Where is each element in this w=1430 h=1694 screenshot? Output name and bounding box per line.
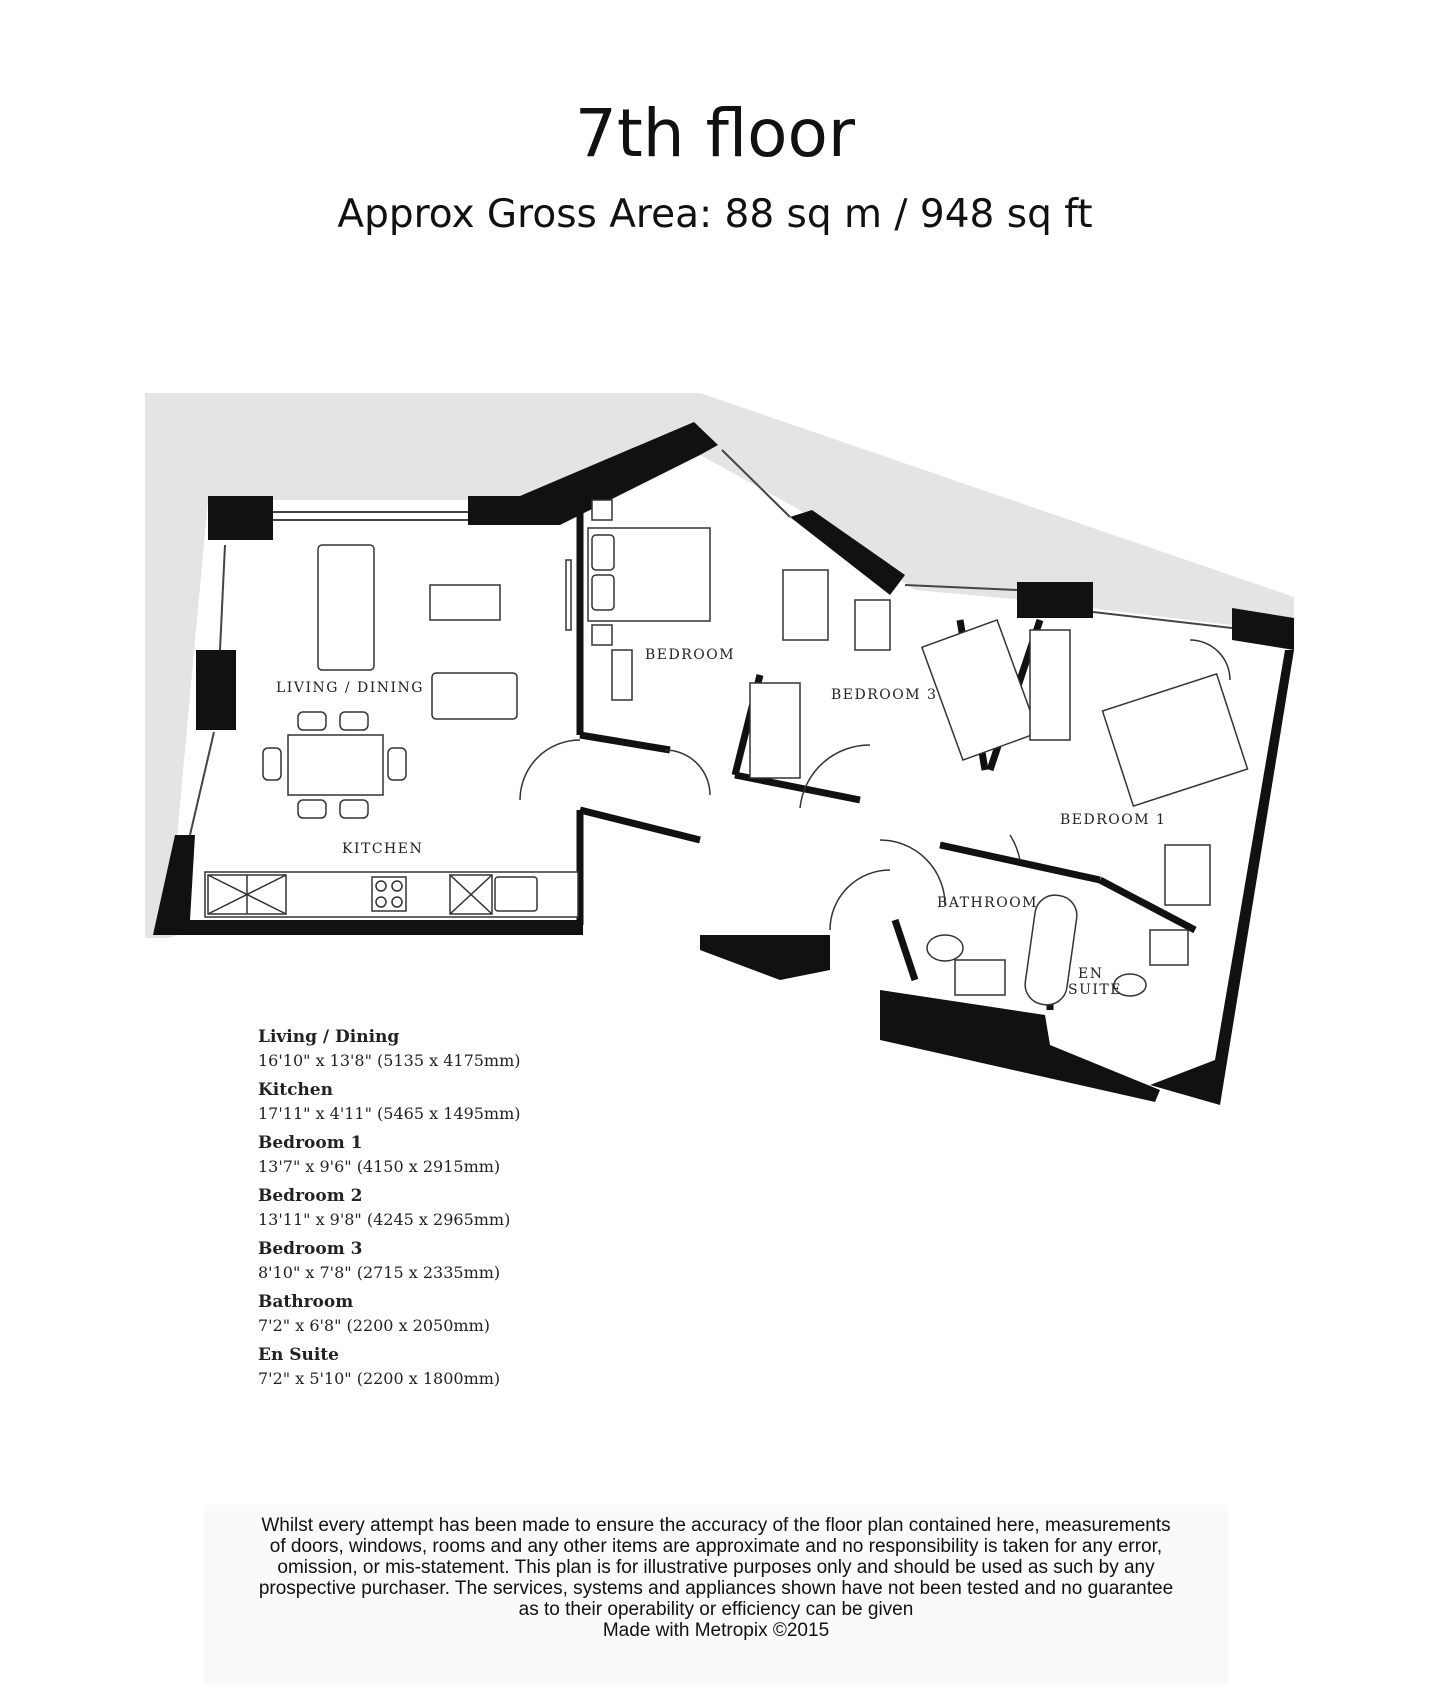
gross-area-text: Approx Gross Area: 88 sq m / 948 sq ft (337, 192, 1093, 237)
legend-room-name: Bedroom 2 (258, 1186, 363, 1206)
legend-room-dims: 7'2" x 5'10" (2200 x 1800mm) (258, 1369, 501, 1388)
credit-line: Made with Metropix ©2015 (602, 1620, 830, 1641)
disclaimer-line: prospective purchaser. The services, systems and appliances shown have not been tested and no guarantee (258, 1578, 1174, 1599)
legend-room-dims: 13'7" x 9'6" (4150 x 2915mm) (258, 1157, 501, 1176)
kitchen-counter (205, 872, 578, 917)
sofa (318, 545, 374, 670)
room-label-en-suite-line-2: SUITE (1068, 982, 1122, 998)
legend-room-dims: 8'10" x 7'8" (2715 x 2335mm) (258, 1263, 501, 1282)
legend-item-bedroom-3 (258, 1238, 521, 1284)
disclaimer-box (204, 1505, 1228, 1685)
legend-room-name: Living / Dining (258, 1027, 400, 1047)
room-label-bedroom-2: BEDROOM (645, 647, 736, 663)
legend-room-name: En Suite (258, 1345, 339, 1365)
legend-item-bathroom (258, 1291, 521, 1337)
room-label-bedroom-1: BEDROOM 1 (1060, 812, 1167, 828)
disclaimer-line: Whilst every attempt has been made to ensure the accuracy of the floor plan contained here, measurements (261, 1515, 1171, 1536)
legend-room-name: Kitchen (258, 1080, 333, 1100)
legend-item-kitchen (258, 1079, 521, 1125)
sink (495, 877, 537, 911)
legend-room-name: Bedroom 3 (258, 1239, 363, 1259)
legend-room-dims: 7'2" x 6'8" (2200 x 2050mm) (258, 1316, 490, 1335)
legend-item-bedroom-2 (258, 1185, 521, 1231)
room-label-en-suite-line-1: EN (1078, 966, 1104, 982)
legend-room-name: Bathroom (258, 1292, 354, 1312)
room-label-kitchen: KITCHEN (342, 841, 424, 857)
dining-table (288, 735, 383, 795)
tv-unit (566, 560, 571, 630)
room-label-bathroom: BATHROOM (937, 895, 1039, 911)
legend-item-bedroom-1 (258, 1132, 521, 1178)
disclaimer-line: of doors, windows, rooms and any other items are approximate and no responsibility is taken for any error, (269, 1536, 1163, 1557)
page-title: 7th floor (574, 95, 856, 172)
wardrobe-bedroom-2 (783, 570, 828, 640)
armchair (432, 673, 517, 719)
room-label-bedroom-3: BEDROOM 3 (831, 687, 938, 703)
room-dimensions-list (258, 1026, 521, 1397)
legend-room-dims: 17'11" x 4'11" (5465 x 1495mm) (258, 1104, 521, 1123)
legend-room-dims: 13'11" x 9'8" (4245 x 2965mm) (258, 1210, 511, 1229)
wc (927, 935, 963, 961)
basin (955, 960, 1005, 995)
legend-item-en-suite (258, 1344, 521, 1390)
legend-room-dims: 16'10" x 13'8" (5135 x 4175mm) (258, 1051, 521, 1070)
legend-room-name: Bedroom 1 (258, 1133, 363, 1153)
legend-item-living-dining (258, 1026, 521, 1072)
room-label-living-dining: LIVING / DINING (276, 680, 424, 696)
disclaimer-line: omission, or mis-statement. This plan is for illustrative purposes only and should be used as such by any (277, 1557, 1155, 1578)
disclaimer-line: as to their operability or efficiency can be given (518, 1599, 914, 1620)
